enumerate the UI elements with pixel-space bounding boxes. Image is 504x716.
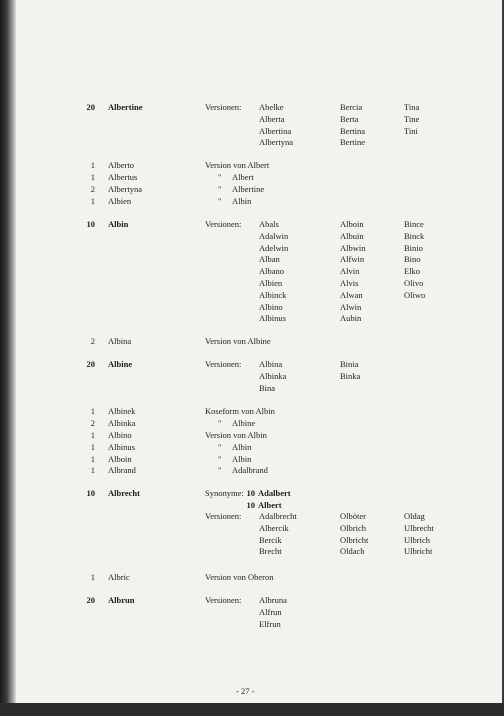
version-name: Elfrun	[259, 618, 281, 629]
version-name: Abelke	[259, 102, 284, 112]
synonym-name: Albert	[258, 499, 282, 510]
version-name: Alvin	[340, 266, 360, 277]
entry-count: 1	[90, 572, 95, 582]
version-name: Olböter	[340, 511, 366, 521]
entry-name: Alboin	[108, 454, 132, 464]
versions-label: Versionen:	[205, 595, 242, 605]
version-name: Bince	[404, 219, 424, 229]
entry-note: Version von Albine	[205, 336, 271, 346]
version-name: Adalbrecht	[259, 511, 297, 521]
entry-name: Albrecht	[108, 488, 140, 498]
entry-count: 20	[86, 359, 95, 369]
entry-count: 10	[86, 219, 95, 229]
ditto-mark: "	[218, 442, 222, 452]
entry-reference: Albin	[232, 454, 252, 464]
version-name: Alban	[259, 254, 280, 265]
entry-note: Version von Oberon	[205, 572, 274, 582]
version-name: Albruna	[259, 595, 287, 605]
entry-name: Albrun	[108, 595, 135, 605]
entry-count: 2	[90, 336, 95, 346]
version-name: Albertina	[259, 125, 292, 136]
version-name: Binka	[340, 370, 361, 381]
versions-label: Versionen:	[205, 219, 242, 229]
ditto-mark: "	[218, 172, 222, 182]
version-name: Binia	[340, 359, 359, 369]
version-name: Olbrich	[340, 522, 366, 533]
versions-label: Versionen:	[205, 511, 242, 521]
book-spine-shadow	[0, 0, 16, 716]
version-name: Binio	[404, 242, 423, 253]
ditto-mark: "	[218, 196, 222, 206]
version-name: Oldach	[340, 546, 365, 557]
entry-count: 1	[90, 196, 95, 206]
version-name: Ulbrecht	[404, 522, 434, 533]
version-name: Albwin	[340, 242, 366, 253]
version-name: Binck	[404, 230, 425, 241]
entry-name: Albinus	[108, 442, 135, 452]
version-name: Bercia	[340, 102, 363, 112]
version-name: Oldag	[404, 511, 425, 521]
bottom-edge-shadow	[0, 703, 504, 716]
entry-reference: Adalbrand	[232, 465, 268, 475]
version-name: Alboin	[340, 219, 364, 229]
version-name: Alvis	[340, 278, 359, 288]
version-name: Berta	[340, 113, 359, 124]
version-name: Albino	[259, 301, 283, 312]
version-name: Tina	[404, 102, 420, 112]
ditto-mark: "	[218, 184, 222, 194]
entry-name: Albertus	[108, 172, 138, 182]
version-name: Olivo	[404, 278, 424, 288]
version-name: Albertyna	[259, 137, 293, 148]
entry-name: Albino	[108, 430, 132, 440]
entry-note: Koseform von Albin	[205, 406, 275, 416]
version-name: Bino	[404, 254, 421, 265]
entry-name: Albina	[108, 336, 132, 346]
version-name: Olbricht	[340, 534, 369, 545]
version-name: Adalwin	[259, 230, 289, 241]
version-name: Elko	[404, 266, 421, 277]
entry-count: 1	[90, 406, 95, 416]
version-name: Albinka	[259, 370, 287, 381]
entry-count: 1	[90, 465, 95, 475]
version-name: Alberta	[259, 113, 285, 124]
version-name: Alwin	[340, 301, 362, 312]
entry-name: Albric	[108, 572, 130, 582]
entry-count: 20	[86, 102, 95, 112]
entry-name: Albin	[108, 219, 129, 229]
version-name: Alfwin	[340, 254, 365, 265]
entry-name: Albinek	[108, 406, 136, 416]
version-name: Bertina	[340, 125, 366, 136]
version-name: Albinck	[259, 289, 287, 300]
synonym-count: 10	[246, 499, 255, 510]
entry-name: Albertyna	[108, 184, 142, 194]
entry-name: Albertine	[108, 102, 143, 112]
entry-note: Version von Albin	[205, 430, 267, 440]
entry-name: Albrand	[108, 465, 136, 475]
entry-name: Albien	[108, 196, 132, 206]
version-name: Abals	[259, 219, 279, 229]
ditto-mark: "	[218, 418, 222, 428]
entry-name: Albine	[108, 359, 133, 369]
entry-reference: Albertine	[232, 184, 265, 194]
version-name: Tini	[404, 125, 418, 136]
version-name: Albano	[259, 266, 285, 277]
version-name: Albina	[259, 359, 283, 369]
version-name: Ulbrich	[404, 534, 430, 545]
entry-count: 1	[90, 430, 95, 440]
version-name: Alfrun	[259, 606, 282, 617]
entry-count: 1	[90, 160, 95, 170]
entry-reference: Albin	[232, 196, 252, 206]
entry-name: Albinka	[108, 418, 136, 428]
versions-label: Versionen:	[205, 359, 242, 369]
version-name: Ulbricht	[404, 546, 433, 557]
synonyms-label: Synonyme:	[205, 488, 244, 498]
ditto-mark: "	[218, 465, 222, 475]
version-name: Adelwin	[259, 242, 289, 253]
ditto-mark: "	[218, 454, 222, 464]
version-name: Albien	[259, 278, 283, 288]
version-name: Bertine	[340, 137, 366, 148]
entry-count: 20	[86, 595, 95, 605]
entry-reference: Albert	[232, 172, 254, 182]
entry-count: 10	[86, 488, 95, 498]
entry-count: 1	[90, 172, 95, 182]
version-name: Bercik	[259, 534, 282, 545]
entry-reference: Albine	[232, 418, 256, 428]
version-name: Tine	[404, 113, 420, 124]
synonym-count: 10	[246, 488, 255, 498]
version-name: Albuin	[340, 230, 364, 241]
page-number: - 27 -	[236, 686, 255, 696]
versions-label: Versionen:	[205, 102, 242, 112]
synonym-name: Adalbert	[258, 488, 291, 498]
version-name: Brecht	[259, 546, 282, 557]
version-name: Albinus	[259, 313, 286, 324]
entry-count: 2	[90, 184, 95, 194]
version-name: Aubin	[340, 313, 362, 324]
version-name: Bina	[259, 382, 276, 393]
version-name: Oliwo	[404, 289, 426, 300]
entry-count: 1	[90, 442, 95, 452]
version-name: Alwan	[340, 289, 363, 300]
entry-reference: Albin	[232, 442, 252, 452]
entry-count: 2	[90, 418, 95, 428]
entry-count: 1	[90, 454, 95, 464]
version-name: Albercik	[259, 522, 289, 533]
entry-note: Version von Albert	[205, 160, 270, 170]
entry-name: Alberto	[108, 160, 134, 170]
